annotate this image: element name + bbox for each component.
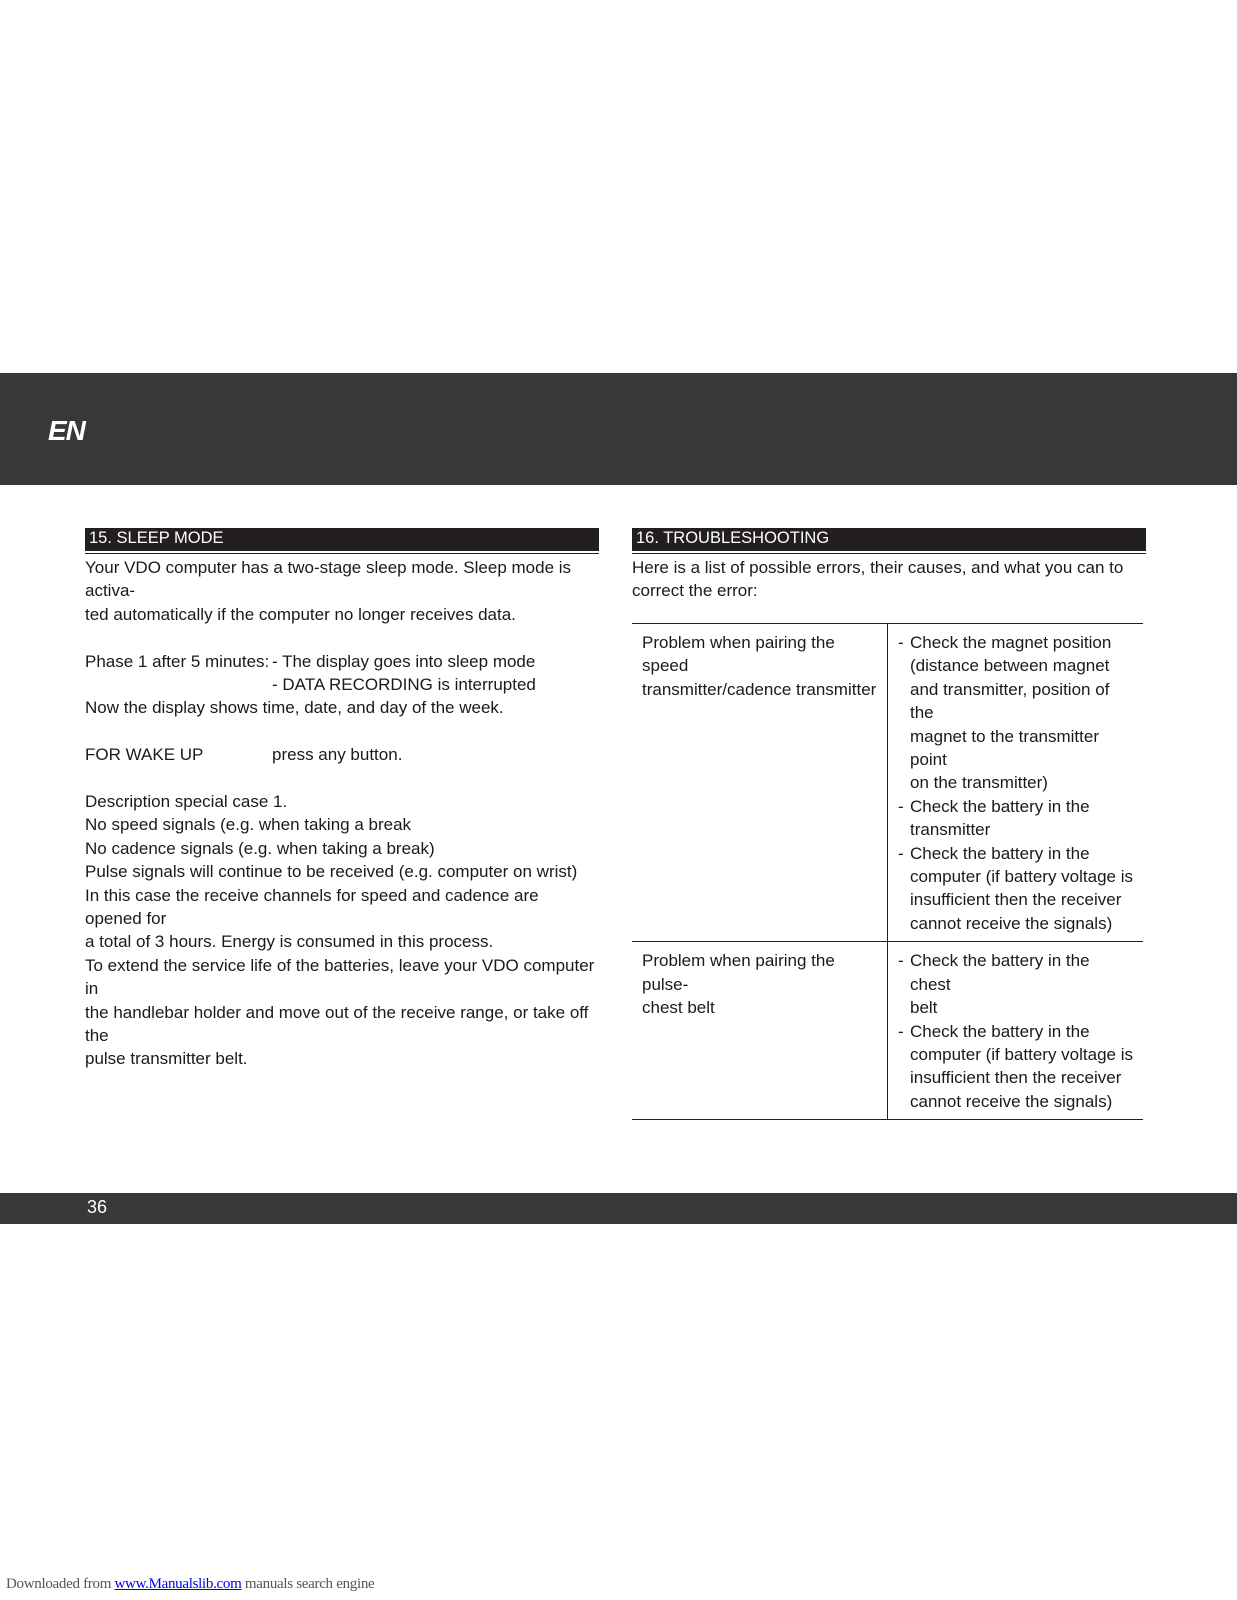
language-banner <box>0 373 1237 485</box>
solution-item <box>898 795 1133 842</box>
solution-line: magnet to the transmitter point <box>910 726 1099 770</box>
special-case-line: Pulse signals will continue to be received (e.g. computer on wrist) <box>85 862 578 882</box>
solution-line: on the transmitter) <box>910 773 1048 793</box>
solution-item <box>898 842 1133 936</box>
solution-line: and transmitter, position of the <box>910 679 1110 723</box>
problem-cell <box>632 942 888 1120</box>
solution-line: Check the magnet position <box>910 633 1112 652</box>
manualslib-link[interactable]: www.Manualslib.com <box>114 1576 242 1592</box>
solution-line: Check the battery in the chest <box>910 951 1090 994</box>
wake-up-value: press any button. <box>272 745 403 765</box>
problem-cell <box>632 624 888 942</box>
solution-item <box>898 949 1133 1019</box>
solution-item <box>898 1020 1133 1114</box>
problem-line: chest belt <box>642 998 715 1018</box>
phase1-item: - The display goes into sleep mode <box>272 651 536 671</box>
solution-item <box>898 631 1133 795</box>
solution-line: transmitter <box>910 820 991 840</box>
special-case-line: the handlebar holder and move out of the receive range, or take off the <box>85 1002 589 1046</box>
troubleshooting-intro-line: correct the error: <box>632 581 758 601</box>
wake-up-label: FOR WAKE UP <box>85 745 204 765</box>
solution-line: (distance between magnet <box>910 656 1110 676</box>
solution-line: belt <box>910 998 938 1018</box>
solution-line: computer (if battery voltage is <box>910 1044 1133 1064</box>
solution-line: Check the battery in the <box>910 1021 1090 1041</box>
solution-line: Check the battery in the <box>910 843 1090 863</box>
special-case-line: pulse transmitter belt. <box>85 1049 248 1069</box>
troubleshooting-table <box>632 623 1143 1120</box>
page-footer-band <box>0 1193 1237 1224</box>
download-footer <box>6 1576 374 1593</box>
dash-bullet: - <box>898 843 904 863</box>
table-row <box>632 942 1143 1120</box>
problem-line: Problem when pairing the pulse- <box>642 951 835 994</box>
troubleshooting-section <box>632 528 1146 603</box>
phase1-item: - DATA RECORDING is interrupted <box>272 675 536 695</box>
solution-line: cannot receive the signals) <box>910 1091 1113 1111</box>
solution-line: Check the battery in the <box>910 796 1090 816</box>
dash-bullet: - <box>898 951 904 971</box>
solution-line: cannot receive the signals) <box>910 913 1113 933</box>
footer-prefix: Downloaded from <box>6 1576 115 1592</box>
footer-suffix: manuals search engine <box>241 1576 375 1592</box>
special-case-line: To extend the service life of the batteries, leave your VDO computer in <box>85 955 595 999</box>
phase1-row <box>85 650 599 673</box>
special-case-line: No speed signals (e.g. when taking a break <box>85 815 412 835</box>
phase1-label: Phase 1 after 5 minutes: <box>85 651 270 671</box>
wake-up-row <box>85 743 599 766</box>
troubleshooting-intro-line: Here is a list of possible errors, their causes, and what you can to <box>632 558 1124 577</box>
solution-line: computer (if battery voltage is <box>910 867 1133 887</box>
phase1-after: Now the display shows time, date, and day of the week. <box>85 698 504 718</box>
section-title-sleep-mode: 15. SLEEP MODE <box>85 528 599 551</box>
special-case-line: a total of 3 hours. Energy is consumed in this process. <box>85 932 494 952</box>
sleep-mode-section <box>85 528 599 1071</box>
section-title-troubleshooting: 16. TROUBLESHOOTING <box>632 528 1146 551</box>
solution-cell <box>888 942 1144 1120</box>
sleep-intro-line: Your VDO computer has a two-stage sleep mode. Sleep mode is activa- <box>85 558 572 601</box>
special-case-line: In this case the receive channels for speed and cadence are opened for <box>85 885 539 929</box>
dash-bullet: - <box>898 796 904 816</box>
solution-line: insufficient then the receiver <box>910 890 1122 910</box>
solution-line: insufficient then the receiver <box>910 1068 1122 1088</box>
special-case-line: No cadence signals (e.g. when taking a break) <box>85 838 435 858</box>
problem-line: Problem when pairing the speed <box>642 633 835 676</box>
table-row <box>632 624 1143 942</box>
special-case-line: Description special case 1. <box>85 792 288 812</box>
page-number: 36 <box>87 1197 108 1217</box>
dash-bullet: - <box>898 633 904 652</box>
dash-bullet: - <box>898 1021 904 1041</box>
problem-line: transmitter/cadence transmitter <box>642 679 877 699</box>
solution-cell <box>888 624 1144 942</box>
language-label: EN <box>48 415 85 446</box>
sleep-intro-line: ted automatically if the computer no longer receives data. <box>85 604 516 624</box>
